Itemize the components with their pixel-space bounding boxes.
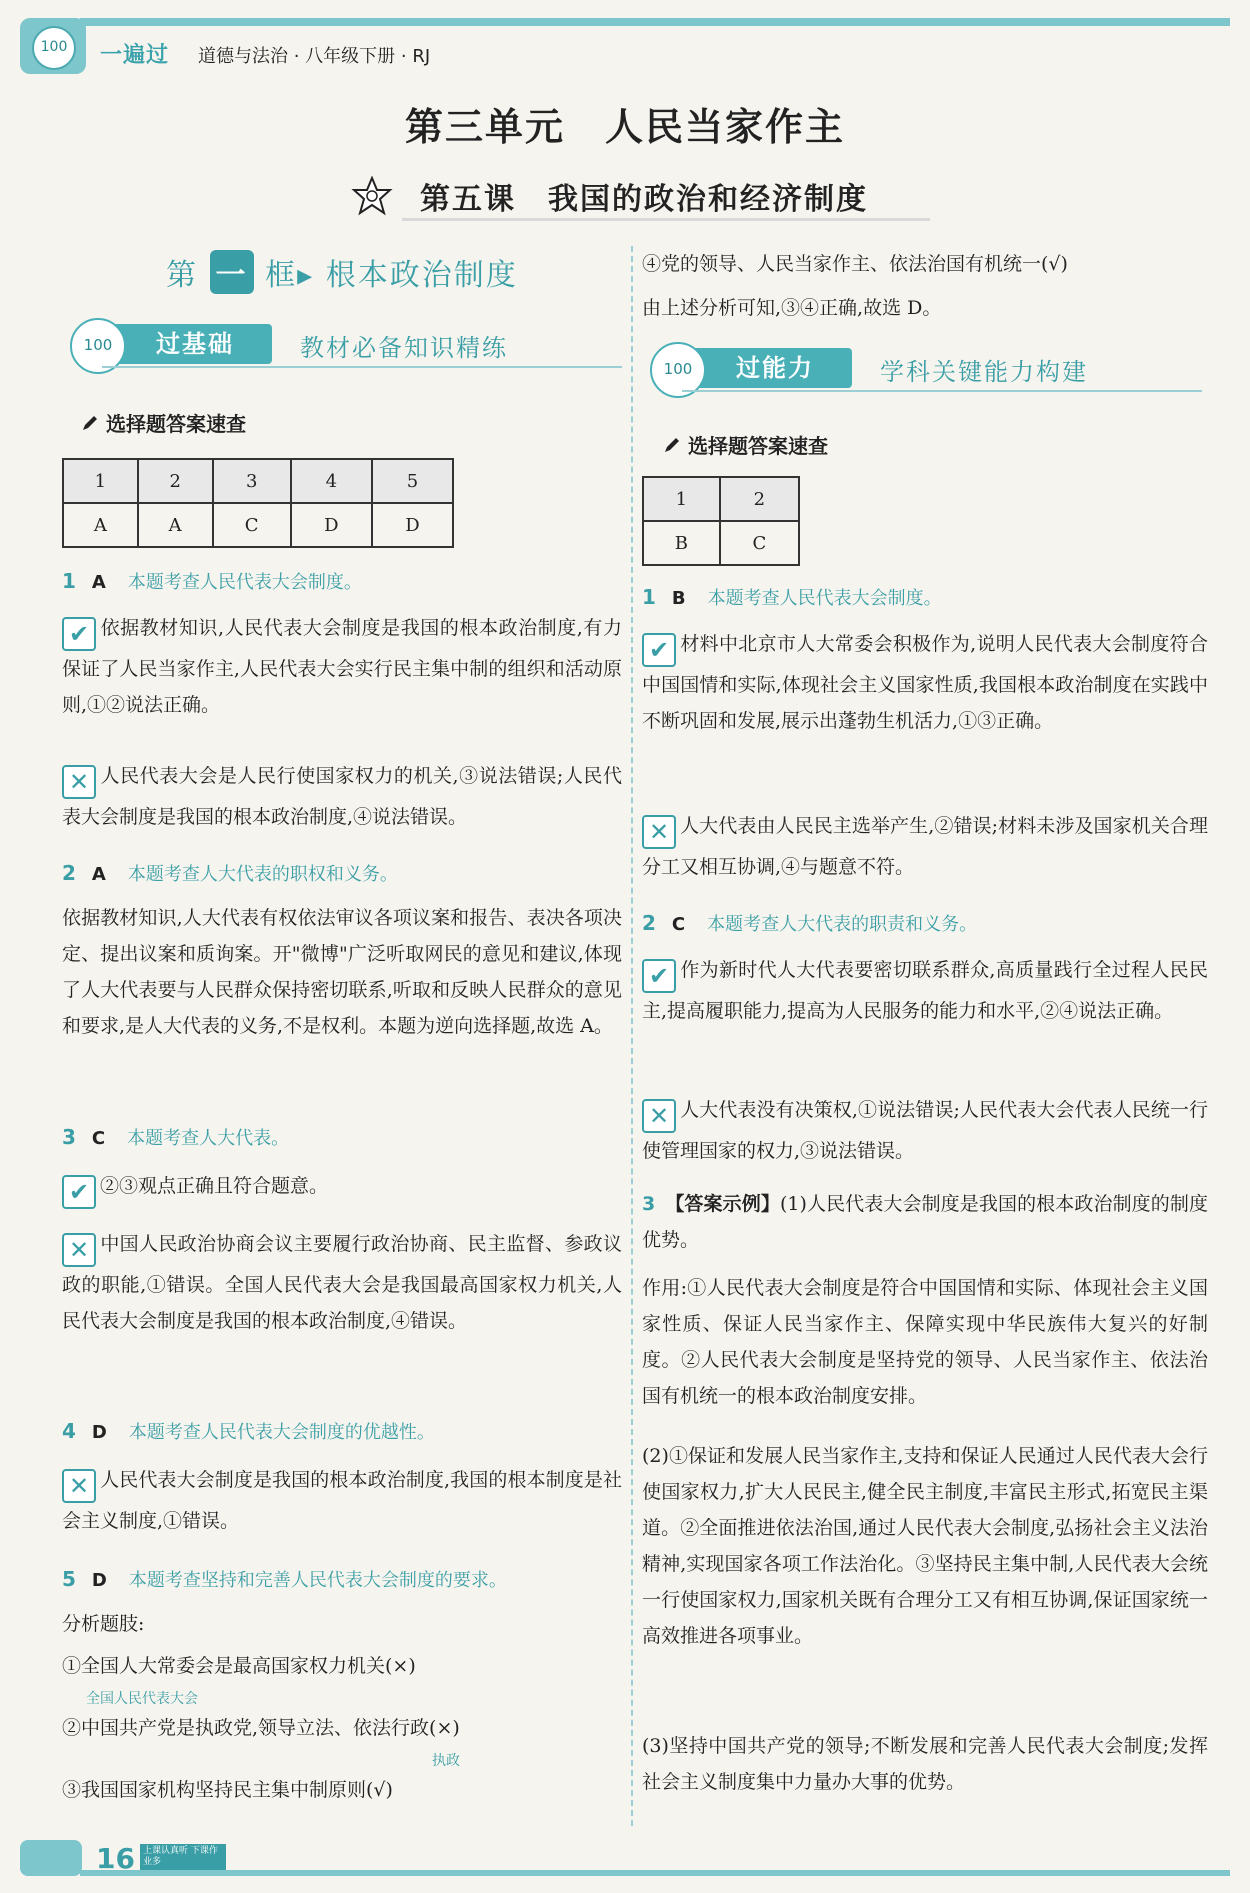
star-icon — [350, 176, 394, 216]
section-ability-caption: 学科关键能力构建 — [880, 358, 1088, 386]
cross-icon: ✕ — [642, 1099, 676, 1133]
section-ability — [642, 342, 1202, 396]
explanation-text: 中国人民政治协商会议主要履行政治协商、民主监督、参政议政的职能,①错误。全国人民代表大会是我国最高国家权力机关,人民代表大会制度是我国的根本政治制度,④错误。 — [62, 1233, 622, 1332]
mascot-icon: 100 — [32, 26, 76, 70]
question-answer: A — [91, 572, 106, 593]
rq3-part1 — [642, 1186, 1208, 1258]
question-topic: 本题考查人大代表的职责和义务。 — [707, 914, 978, 935]
section-basic — [62, 318, 622, 372]
answer-val: C — [720, 521, 799, 565]
q5-option-2: ②中国共产党是执政党,领导立法、依法行政(×) — [62, 1717, 460, 1739]
answer-table — [62, 458, 454, 548]
question-topic: 本题考查人民代表大会制度。 — [127, 572, 362, 593]
explanation-text: ②③观点正确且符合题意。 — [100, 1175, 329, 1197]
answer-num: 3 — [213, 459, 291, 503]
explanation-text: 人民代表大会制度是我国的根本政治制度,我国的根本制度是社会主义制度,①错误。 — [62, 1469, 622, 1532]
mascot-icon: 100 — [70, 318, 126, 374]
answer-num: 5 — [372, 459, 453, 503]
pen-icon — [662, 435, 682, 455]
lesson-title: 第五课 我国的政治和经济制度 — [420, 182, 868, 217]
explanation-text: 作为新时代人大代表要密切联系群众,高质量践行全过程人民民主,提高履职能力,提高为人民服务的能力和水平,②④说法正确。 — [642, 959, 1208, 1022]
cross-icon: ✕ — [62, 1469, 96, 1503]
question-number: 2 — [642, 911, 656, 935]
q1-wrong — [62, 758, 622, 835]
answer-table — [642, 476, 800, 566]
rq3-part2: 作用:①人民代表大会制度是符合中国国情和实际、体现社会主义国家性质、保证人民当家作主、保障实现中华民族伟大复兴的好制度。②人民代表大会制度是坚持党的领导、人民当家作主、依法治国有机统一的根本政治制度安排。 — [642, 1277, 1208, 1407]
question-2-head — [642, 910, 977, 936]
answer-val: A — [138, 503, 213, 547]
header-strip — [80, 18, 1230, 26]
q3-wrong — [62, 1226, 622, 1339]
check-icon: ✔ — [62, 617, 96, 651]
question-topic: 本题考查坚持和完善人民代表大会制度的要求。 — [128, 1570, 507, 1591]
q3-correct — [62, 1168, 622, 1209]
explanation-text: 人大代表没有决策权,①说法错误;人民代表大会代表人民统一行使管理国家的权力,③说法错误。 — [642, 1099, 1208, 1162]
subject-label: 道德与法治 · 八年级下册 · RJ — [198, 46, 431, 67]
answer-val: C — [213, 503, 291, 547]
check-icon: ✔ — [642, 633, 676, 667]
answer-val: A — [63, 503, 138, 547]
question-answer: C — [671, 914, 686, 935]
answer-val: D — [372, 503, 453, 547]
lesson-heading — [340, 170, 930, 220]
q5-option-3: ③我国国家机构坚持民主集中制原则(√) — [62, 1779, 393, 1801]
rq3-part3: (2)①保证和发展人民当家作主,支持和保证人民通过人民代表大会行使国家权力,扩大人民民主,健全民主制度,丰富民主形式,拓宽民主渠道。②全面推进依法治国,通过人民代表大会制度,弘扬社会主义法治精神,实现国家各项工作法治化。③坚持民主集中制,人民代表大会统一行使国家权力,国家机关既有合理分工又有相互协调,保证国家统一高效推进各项事业。 — [642, 1445, 1208, 1647]
unit-title: 第三单元 人民当家作主 — [404, 105, 845, 149]
section-ability-label: 过能力 — [682, 348, 852, 388]
question-answer: D — [91, 1570, 107, 1591]
q5-option-1: ①全国人大常委会是最高国家权力机关(×) — [62, 1655, 416, 1677]
question-number: 5 — [62, 1567, 76, 1591]
brand-logo — [20, 18, 86, 74]
rq3-part4: (3)坚持中国共产党的领导;不断发展和完善人民代表大会制度;发挥社会主义制度集中力量办大事的优势。 — [642, 1735, 1208, 1793]
frame-prefix: 第 — [166, 258, 198, 293]
lesson-underline — [402, 218, 930, 221]
q5-note-1: 全国人民代表大会 — [86, 1691, 198, 1707]
quick-answer-text: 选择题答案速查 — [688, 434, 828, 458]
frame-number: 一 — [210, 250, 254, 294]
answer-num: 4 — [291, 459, 372, 503]
question-answer: C — [91, 1128, 106, 1149]
question-answer: A — [91, 864, 106, 885]
page-number: 16 — [96, 1842, 135, 1875]
rq1-wrong — [642, 808, 1208, 885]
page-footer — [20, 1840, 1230, 1880]
q5-note-2: 执政 — [432, 1753, 460, 1769]
explanation-text: 材料中北京市人大常委会积极作为,说明人民代表大会制度符合中国国情和实际,体现社会主义国家性质,我国根本政治制度在实践中不断巩固和发展,展示出蓬勃生机活力,①③正确。 — [642, 633, 1208, 732]
rq2-correct — [642, 952, 1208, 1029]
explanation-text: 人民代表大会是人民行使国家权力的机关,③说法错误;人民代表大会制度是我国的根本政治制度,④说法错误。 — [62, 765, 622, 828]
rq2-wrong — [642, 1092, 1208, 1169]
explanation-text: (1)人民代表大会制度是我国的根本政治制度的制度优势。 — [642, 1193, 1208, 1251]
question-1-head — [62, 568, 362, 594]
brand-name: 一遍过 — [100, 43, 170, 68]
footer-mascot-icon — [20, 1840, 82, 1876]
check-icon: ✔ — [62, 1175, 96, 1209]
q5-option-4: ④党的领导、人民当家作主、依法治国有机统一(√) — [642, 253, 1068, 275]
question-number: 3 — [642, 1193, 656, 1215]
question-1-head — [642, 584, 942, 610]
answer-tag: 【答案示例】 — [665, 1193, 780, 1215]
question-number: 2 — [62, 861, 76, 885]
quick-answer-text: 选择题答案速查 — [106, 412, 246, 436]
check-icon: ✔ — [642, 959, 676, 993]
section-basic-label: 过基础 — [102, 324, 272, 364]
answer-num: 2 — [138, 459, 213, 503]
page-header — [20, 18, 1230, 74]
question-answer: B — [671, 588, 686, 609]
question-topic: 本题考查人大代表的职权和义务。 — [127, 864, 398, 885]
cross-icon: ✕ — [62, 765, 96, 799]
question-answer: D — [91, 1422, 107, 1443]
frame-suffix: 框▸ 根本政治制度 — [265, 258, 518, 293]
answer-val: B — [643, 521, 720, 565]
footer-strip — [80, 1870, 1230, 1876]
answer-num: 2 — [720, 477, 799, 521]
answer-num: 1 — [643, 477, 720, 521]
question-topic: 本题考查人大代表。 — [127, 1128, 290, 1149]
footer-slogan: 上课认真听 下课作业多 — [140, 1844, 226, 1870]
section-basic-caption: 教材必备知识精练 — [300, 334, 508, 362]
cross-icon: ✕ — [62, 1233, 96, 1267]
question-4-head — [62, 1418, 435, 1444]
cross-icon: ✕ — [642, 815, 676, 849]
q1-correct — [62, 610, 622, 723]
explanation-text: 依据教材知识,人民代表大会制度是我国的根本政治制度,有力保证了人民当家作主,人民代表大会实行民主集中制的组织和活动原则,①②说法正确。 — [62, 617, 622, 716]
section-rule — [102, 366, 622, 368]
quick-answer-label — [662, 430, 828, 459]
rq1-correct — [642, 626, 1208, 739]
answer-num: 1 — [63, 459, 138, 503]
frame-title — [166, 250, 518, 294]
question-number: 4 — [62, 1419, 76, 1443]
question-number: 1 — [62, 569, 76, 593]
question-3-head — [62, 1124, 289, 1150]
question-topic: 本题考查人民代表大会制度。 — [707, 588, 942, 609]
question-topic: 本题考查人民代表大会制度的优越性。 — [128, 1422, 435, 1443]
q5-conclusion: 由上述分析可知,③④正确,故选 D。 — [642, 297, 942, 319]
question-2-head — [62, 860, 398, 886]
question-number: 3 — [62, 1125, 76, 1149]
pen-icon — [80, 413, 100, 433]
answer-val: D — [291, 503, 372, 547]
explanation-text: 人大代表由人民民主选举产生,②错误;材料未涉及国家机关合理分工又相互协调,④与题意不符。 — [642, 815, 1208, 878]
section-rule — [682, 390, 1202, 392]
quick-answer-label — [80, 408, 246, 437]
question-5-head — [62, 1566, 507, 1592]
mascot-icon: 100 — [650, 342, 706, 398]
q4-wrong — [62, 1462, 622, 1539]
q2-explanation: 依据教材知识,人大代表有权依法审议各项议案和报告、表决各项决定、提出议案和质询案。开"微博"广泛听取网民的意见和建议,体现了人大代表要与人民群众保持密切联系,听取和反映人民群众的意见和要求,是人大代表的义务,不是权利。本题为逆向选择题,故选 A。 — [62, 907, 622, 1037]
column-divider — [631, 246, 633, 1826]
q5-intro: 分析题肢: — [62, 1613, 145, 1635]
question-number: 1 — [642, 585, 656, 609]
